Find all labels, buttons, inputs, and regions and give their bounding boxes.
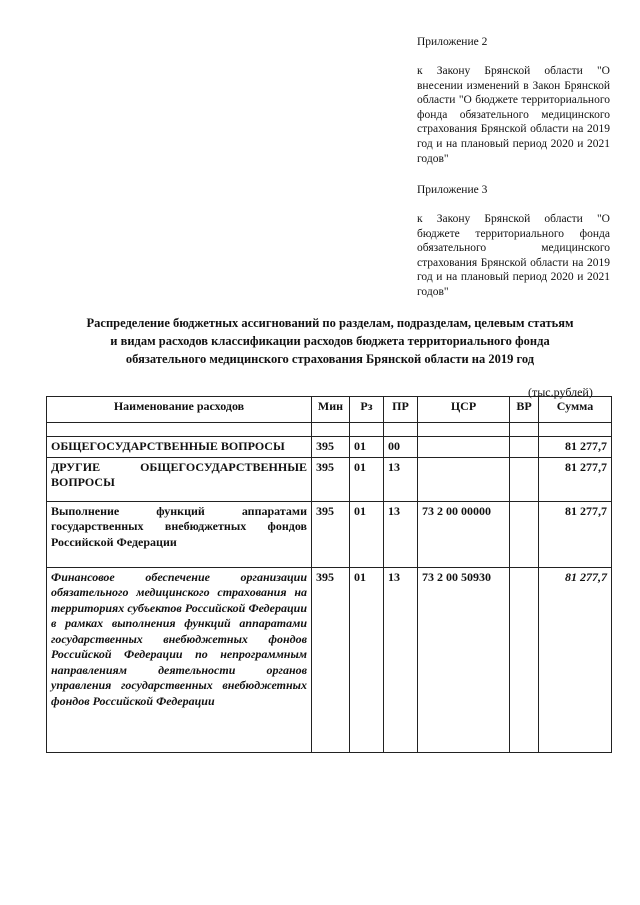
row-name: Финансовое обеспечение организации обязательного медицинского страхования на территориях субъектов Российской Федерации в рамках выполнения функций аппаратами государственных внебюджетных фондов Российской Федерации по непрограммным направлениям деятельности органов управления государственных внебюджетных фондов Российской Федерации — [47, 567, 312, 752]
appendix-2-title: Приложение 2 — [417, 36, 488, 48]
row-rz: 01 — [350, 457, 384, 501]
spacer-cell — [510, 423, 539, 437]
row-sum: 81 277,7 — [539, 437, 612, 458]
units-label: (тыс.рублей) — [528, 385, 593, 399]
table-header-row — [47, 397, 612, 423]
row-vr — [510, 501, 539, 567]
row-sum: 81 277,7 — [539, 501, 612, 567]
row-min: 395 — [312, 457, 350, 501]
spacer-cell — [312, 423, 350, 437]
header-name: Наименование расходов — [47, 397, 312, 423]
row-pr: 13 — [384, 567, 418, 752]
spacer-cell — [47, 423, 312, 437]
row-min: 395 — [312, 567, 350, 752]
row-rz: 01 — [350, 437, 384, 458]
header-min: Мин — [312, 397, 350, 423]
header-rz: Рз — [350, 397, 384, 423]
row-vr — [510, 437, 539, 458]
row-csr: 73 2 00 50930 — [418, 567, 510, 752]
row-sum: 81 277,7 — [539, 567, 612, 752]
row-csr — [418, 457, 510, 501]
header-vr: ВР — [510, 397, 539, 423]
expenditure-table — [46, 396, 612, 753]
row-sum: 81 277,7 — [539, 457, 612, 501]
row-rz: 01 — [350, 501, 384, 567]
table-row — [47, 457, 612, 501]
row-csr: 73 2 00 00000 — [418, 501, 510, 567]
row-min: 395 — [312, 437, 350, 458]
row-min: 395 — [312, 501, 350, 567]
row-pr: 13 — [384, 501, 418, 567]
document-title — [60, 314, 600, 368]
document-title-line-3: обязательного медицинского страхования Брянской области на 2019 год — [125, 352, 535, 366]
document-title-line-1: Распределение бюджетных ассигнований по разделам, подразделам, целевым статьям — [86, 316, 574, 330]
row-name: ДРУГИЕ ОБЩЕГОСУДАРСТВЕННЫЕ ВОПРОСЫ — [47, 457, 312, 501]
row-csr — [418, 437, 510, 458]
spacer-cell — [539, 423, 612, 437]
table-row — [47, 437, 612, 458]
row-pr: 00 — [384, 437, 418, 458]
table-row — [47, 501, 612, 567]
table-row — [47, 567, 612, 752]
header-pr: ПР — [384, 397, 418, 423]
document-title-line-2: и видам расходов классификации расходов бюджета территориального фонда — [110, 334, 550, 348]
spacer-cell — [418, 423, 510, 437]
header-sum: Сумма — [539, 397, 612, 423]
row-rz: 01 — [350, 567, 384, 752]
spacer-cell — [350, 423, 384, 437]
row-pr: 13 — [384, 457, 418, 501]
table-spacer-row — [47, 423, 612, 437]
appendix-2-text: к Закону Брянской области "О внесении изменений в Закон Брянской области "О бюджете территориального фонда обязательного медицинского страхования Брянской области на 2019 год и на плановый период 2020 и 2021 годов" — [417, 65, 610, 165]
row-vr — [510, 457, 539, 501]
appendix-3-title: Приложение 3 — [417, 184, 488, 196]
row-name: Выполнение функций аппаратами государственных внебюджетных фондов Российской Федерации — [47, 501, 312, 567]
appendix-3-text: к Закону Брянской области "О бюджете территориального фонда обязательного медицинского страхования Брянской области на 2019 год и на плановый период 2020 и 2021 годов" — [417, 213, 610, 298]
row-vr — [510, 567, 539, 752]
spacer-cell — [384, 423, 418, 437]
header-csr: ЦСР — [418, 397, 510, 423]
row-name: ОБЩЕГОСУДАРСТВЕННЫЕ ВОПРОСЫ — [47, 437, 312, 458]
